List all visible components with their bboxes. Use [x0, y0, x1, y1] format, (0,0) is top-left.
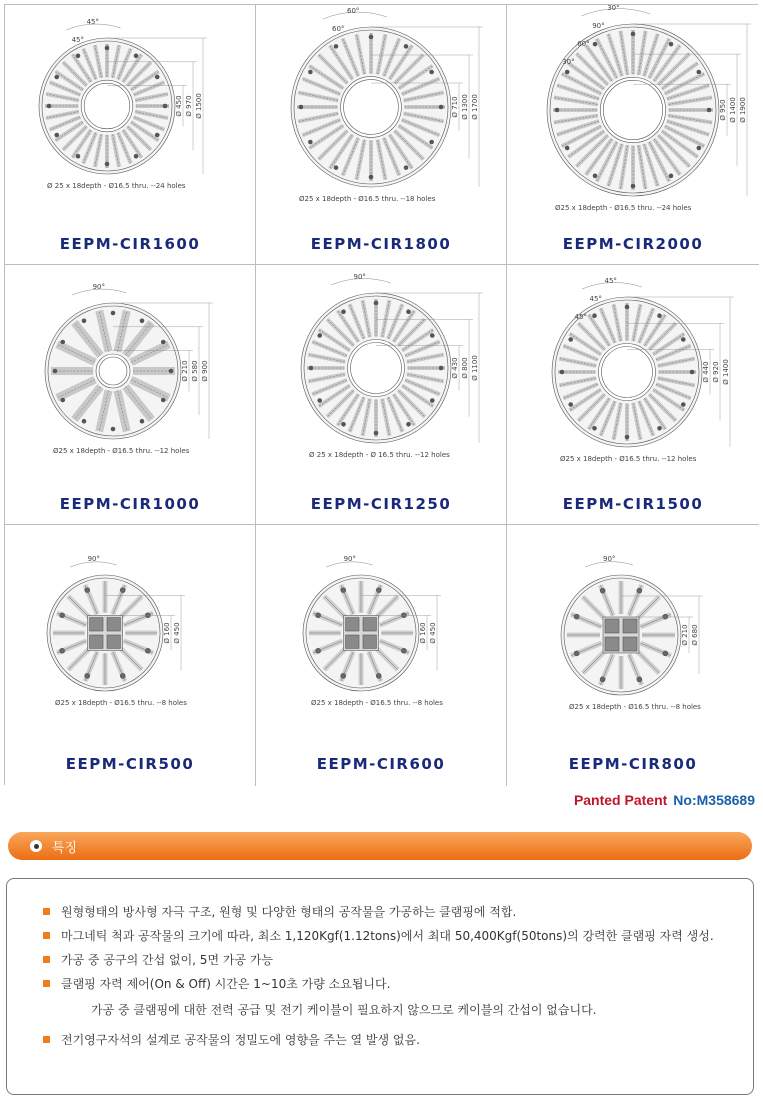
angle-label: 90°: [92, 283, 106, 291]
diameter-label: Ø 1500: [195, 93, 203, 119]
features-title: 특징: [52, 840, 78, 856]
circle-bullet-icon: [30, 840, 42, 852]
angle-label: 90°: [87, 555, 101, 563]
diameter-label: Ø 450: [173, 622, 181, 644]
diameter-label: Ø 1400: [722, 359, 730, 385]
diameter-label: Ø 680: [691, 624, 699, 646]
hole-spec: Ø25 x 18depth - Ø16.5 thru. --18 holes: [299, 195, 436, 203]
hole-spec: Ø25 x 18depth - Ø16.5 thru. --12 holes: [560, 455, 697, 463]
hole-spec: Ø25 x 18depth - Ø16.5 thru. --8 holes: [311, 699, 443, 707]
diameter-label: Ø 580: [191, 360, 199, 382]
angle-label: 45°: [589, 295, 602, 303]
feature-item: 전기영구자석의 설계로 공작물의 정밀도에 영향을 주는 열 발생 없음.: [43, 1033, 733, 1047]
feature-item: 마그네틱 척과 공작물의 크기에 따라, 최소 1,120Kgf(1.12tons)에서 최대 50,400Kgf(50tons)의 강력한 클램핑 자력 생성.: [43, 929, 733, 943]
diameter-label: Ø 160: [419, 622, 427, 644]
product-cell: [256, 265, 507, 525]
model-name: EEPM-CIR2000: [562, 235, 704, 253]
diameter-label: Ø 920: [712, 361, 720, 383]
hole-spec: Ø25 x 18depth - Ø16.5 thru. --12 holes: [53, 447, 190, 455]
diameter-label: Ø 1100: [471, 355, 479, 381]
angle-label: 45°: [86, 18, 100, 26]
angle-label: 30°: [562, 58, 575, 66]
diameter-label: Ø 900: [201, 360, 209, 382]
features-list: [43, 905, 733, 1047]
angle-label: 90°: [603, 555, 616, 563]
feature-item: 가공 중 공구의 간섭 없이, 5면 가공 가능: [43, 953, 733, 967]
hole-spec: Ø 25 x 18depth - Ø16.5 thru. --24 holes: [47, 182, 186, 190]
diameter-label: Ø 210: [681, 624, 689, 646]
angle-label: 90°: [592, 22, 605, 30]
hole-spec: Ø25 x 18depth - Ø16.5 thru. --8 holes: [55, 699, 187, 707]
model-name: EEPM-CIR800: [568, 755, 698, 773]
chuck-drawing: [507, 5, 758, 230]
feature-item-text: 클램핑 자력 제어(On & Off) 시간은 1~10초 가량 소요됩니다.: [61, 977, 391, 991]
angle-label: 45°: [71, 36, 85, 44]
chuck-drawing: [5, 5, 256, 230]
model-name: EEPM-CIR1250: [310, 495, 452, 513]
product-cell: [256, 525, 507, 786]
diameter-label: Ø 1300: [461, 94, 469, 120]
diameter-label: Ø 1400: [729, 97, 737, 123]
chuck-drawing: [5, 525, 256, 750]
feature-item: 원형형태의 방사형 자극 구조, 원형 및 다양한 형태의 공작물을 가공하는 클램핑에 적합.: [43, 905, 733, 919]
diameter-label: Ø 440: [702, 361, 710, 383]
model-name: EEPM-CIR1000: [59, 495, 201, 513]
chuck-drawing: [507, 525, 758, 750]
angle-label: 60°: [347, 7, 360, 15]
diameter-label: Ø 800: [461, 357, 469, 379]
hole-spec: Ø25 x 18depth - Ø16.5 thru. --8 holes: [569, 703, 701, 711]
diameter-label: Ø 970: [185, 95, 193, 117]
chuck-drawing: [5, 265, 256, 490]
diameter-label: Ø 1700: [471, 94, 479, 120]
feature-item: [43, 977, 733, 1017]
hole-spec: Ø25 x 18depth - Ø16.5 thru. --24 holes: [555, 204, 692, 212]
features-box: [6, 878, 754, 1095]
patent-label: Panted Patent: [573, 792, 668, 808]
diameter-label: Ø 160: [163, 622, 171, 644]
product-cell: [256, 5, 507, 265]
features-header: [8, 832, 752, 860]
angle-label: 60°: [332, 25, 345, 33]
patent-number: No:M358689: [673, 792, 755, 808]
angle-label: 30°: [607, 5, 620, 12]
angle-label: 45°: [574, 313, 587, 321]
patent-notice: [574, 792, 755, 808]
product-cell: [5, 5, 256, 265]
product-cell: [507, 525, 759, 786]
feature-sub-item: 가공 중 클램핑에 대한 전력 공급 및 전기 케이블이 필요하지 않으므로 케이블의 간섭이 없습니다.: [91, 1003, 597, 1017]
diameter-label: Ø 710: [451, 96, 459, 118]
diameter-label: Ø 450: [429, 622, 437, 644]
model-name: EEPM-CIR1600: [59, 235, 201, 253]
angle-label: 60°: [577, 40, 590, 48]
diameter-label: Ø 450: [175, 95, 183, 117]
product-grid: [4, 4, 758, 785]
model-name: EEPM-CIR1500: [562, 495, 704, 513]
angle-label: 90°: [353, 273, 366, 281]
diameter-label: Ø 210: [181, 360, 189, 382]
product-cell: [507, 265, 759, 525]
model-name: EEPM-CIR500: [65, 755, 195, 773]
angle-label: 90°: [343, 555, 357, 563]
chuck-drawing: [256, 525, 507, 750]
diameter-label: Ø 1900: [739, 97, 747, 123]
model-name: EEPM-CIR600: [316, 755, 446, 773]
model-name: EEPM-CIR1800: [310, 235, 452, 253]
product-cell: [507, 5, 759, 265]
diameter-label: Ø 430: [451, 357, 459, 379]
diameter-label: Ø 950: [719, 99, 727, 121]
angle-label: 45°: [604, 277, 617, 285]
product-cell: [5, 265, 256, 525]
hole-spec: Ø 25 x 18depth - Ø 16.5 thru. --12 holes: [309, 451, 450, 459]
product-cell: [5, 525, 256, 786]
